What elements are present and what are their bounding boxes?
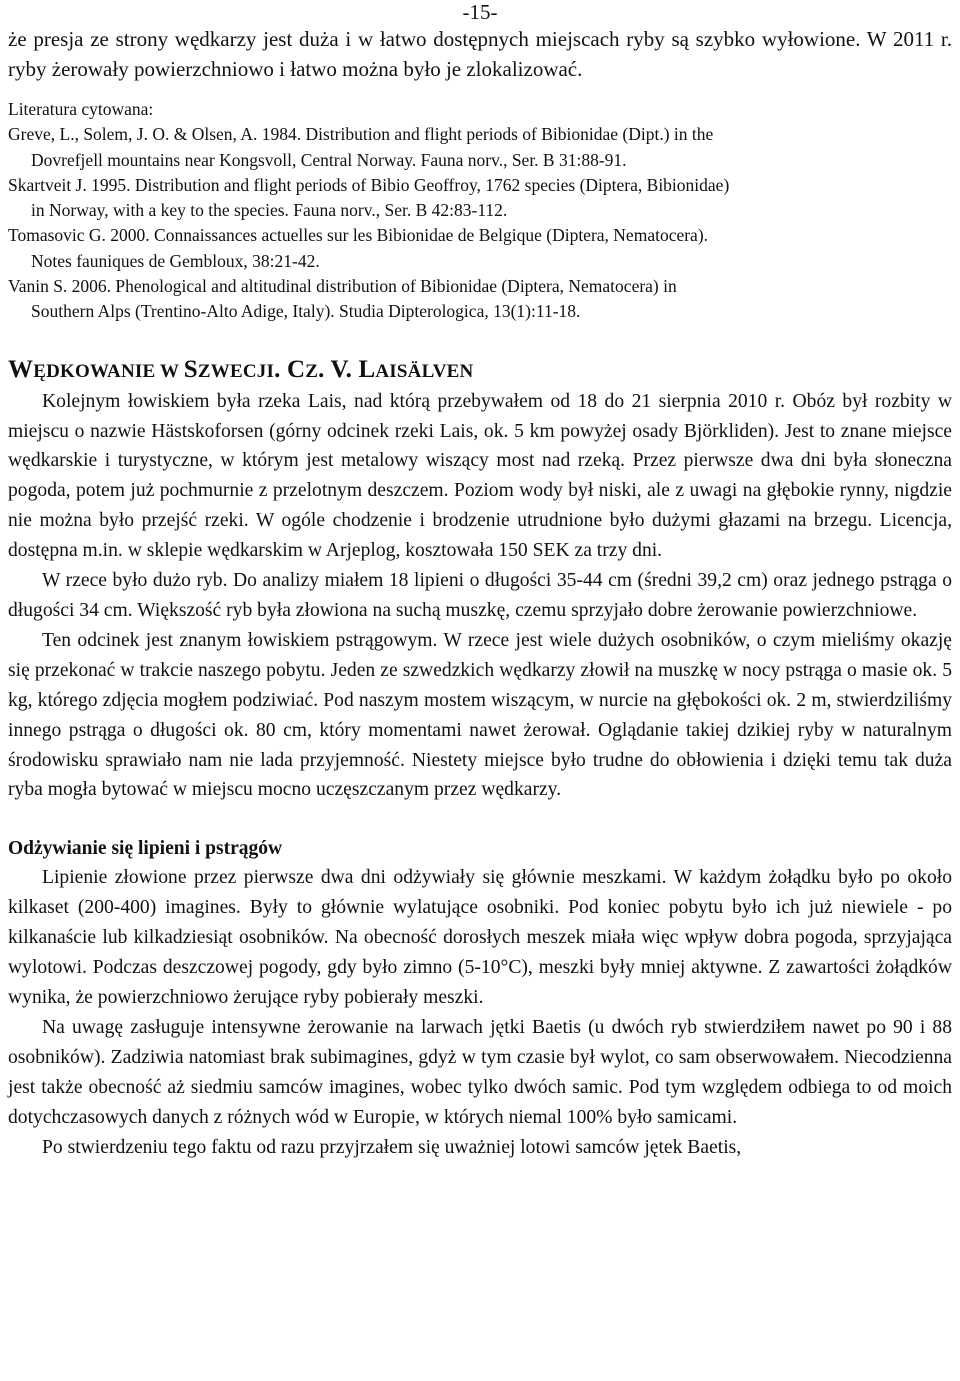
- reference-continuation: Notes fauniques de Gembloux, 38:21-42.: [31, 250, 320, 271]
- body-paragraph: Kolejnym łowiskiem była rzeka Lais, nad którą przebywałem od 18 do 21 sierpnia 2010 r. Obóz był rozbity w miejscu o nazwie Hästskoforsen (górny odcinek rzeki Lais, ok. 5 km powyżej osady Björkliden). Jest to znane miejsce wędkarskie i turystyczne, w którym jest metalowy wiszący most nad rzeką. Przez pierwsze dwa dni była słoneczna pogoda, potem już pochmurnie z przelotnym deszczem. Poziom wody był niski, ale z uwagi na głębokie rynny, nigdzie nie można było przejść rzeki. W ogóle chodzenie i brodzenie utrudnione było dużymi głazami na brzegu. Licencja, dostępna m.in. w sklepie wędkarskim w Arjeplog, kosztowała 150 SEK za trzy dni.: [8, 390, 952, 562]
- body-paragraph: Po stwierdzeniu tego faktu od razu przyjrzałem się uważniej lotowi samców jętek Baetis,: [42, 1136, 742, 1158]
- subsection-heading: Odżywianie się lipieni i pstrągów: [8, 838, 283, 860]
- reference-first-line: Tomasovic G. 2000. Connaissances actuelles sur les Bibionidae de Belgique (Diptera, Nematocera).: [8, 225, 709, 246]
- literature-section: [8, 97, 952, 325]
- reference-continuation: Dovrefjell mountains near Kongsvoll, Central Norway. Fauna norv., Ser. B 31:88-91.: [31, 149, 627, 170]
- reference-item: [8, 173, 952, 224]
- section-body: [8, 387, 952, 806]
- reference-continuation: in Norway, with a key to the species. Fauna norv., Ser. B 42:83-112.: [31, 200, 508, 221]
- section-heading: WĘDKOWANIE W SZWECJI. CZ. V. LAISÄLVEN: [8, 355, 474, 383]
- body-paragraph: W rzece było dużo ryb. Do analizy miałem 18 lipieni o długości 35-44 cm (średni 39,2 cm) oraz jednego pstrąga o długości 34 cm. Większość ryb była złowiona na suchą muszkę, czemu sprzyjało dobre żerowanie powierzchniowe.: [8, 570, 952, 622]
- reference-item: [8, 223, 952, 274]
- body-paragraph: Lipienie złowione przez pierwsze dwa dni odżywiały się głównie meszkami. W każdym żołądku było po około kilkaset (200-400) imagines. Były to głównie wylatujące osobniki. Pod koniec pobytu było ich już niewiele - po kilkanaście lub kilkadziesiąt osobników. Na obecność dorosłych meszek miała więc wpływ dobra pogoda, sprzyjająca wylotowi. Podczas deszczowej pogody, gdy było zimno (5-10°C), meszki były mniej aktywne. Z zawartości żołądków wynika, że powierzchniowo żerujące ryby pobierały meszki.: [8, 867, 952, 1008]
- body-paragraph: Na uwagę zasługuje intensywne żerowanie na larwach jętki Baetis (u dwóch ryb stwierdziłem nawet po 90 i 88 osobników). Zadziwia natomiast brak subimagines, gdyż w tym czasie był wylot, co sam obserwowałem. Niecodzienna jest także obecność aż siedmiu samców imagines, wobec tylko dwóch samic. Pod tym względem odbiega to od moich dotychczasowych danych z różnych wód w Europie, w których niemal 100% było samicami.: [8, 1016, 952, 1128]
- literature-heading: Literatura cytowana:: [8, 99, 154, 119]
- page-number: -15-: [462, 0, 498, 24]
- reference-item: [8, 274, 952, 325]
- reference-first-line: Skartveit J. 1995. Distribution and flight periods of Bibio Geoffroy, 1762 species (Diptera, Bibionidae): [8, 174, 730, 195]
- subsection-body: [8, 863, 952, 1162]
- reference-first-line: Greve, L., Solem, J. O. & Olsen, A. 1984. Distribution and flight periods of Bibionidae (Dipt.) in the: [8, 124, 714, 145]
- body-paragraph: Ten odcinek jest znanym łowiskiem pstrągowym. W rzece jest wiele dużych osobników, o czym mieliśmy okazję się przekonać w trakcie naszego pobytu. Jeden ze szwedzkich wędkarzy złowił na muszkę w nocy pstrąga o masie ok. 5 kg, którego zdjęcia mogłem podziwiać. Pod naszym mostem wiszącym, w nurcie na głębokości ok. 2 m, stwierdziliśmy innego pstrąga o długości ok. 80 cm, który momentami nawet żerował. Oglądanie takiej dzikiej ryby w naturalnym środowisku sprawiało nam nie lada przyjemność. Niestety miejsce było trudne do obłowienia i dzięki temu tak duża ryba mogła bytować w miejscu mocno uczęszczanym przez wędkarzy.: [8, 629, 952, 801]
- reference-first-line: Vanin S. 2006. Phenological and altitudinal distribution of Bibionidae (Diptera, Nematocera) in: [8, 276, 677, 297]
- reference-continuation: Southern Alps (Trentino-Alto Adige, Italy). Studia Dipterologica, 13(1):11-18.: [31, 301, 581, 322]
- reference-item: [8, 122, 952, 173]
- intro-paragraph: że presja ze strony wędkarzy jest duża i w łatwo dostępnych miejscach ryby są szybko wyłowione. W 2011 r. ryby żerowały powierzchniowo i łatwo można było je zlokalizować.: [8, 27, 952, 81]
